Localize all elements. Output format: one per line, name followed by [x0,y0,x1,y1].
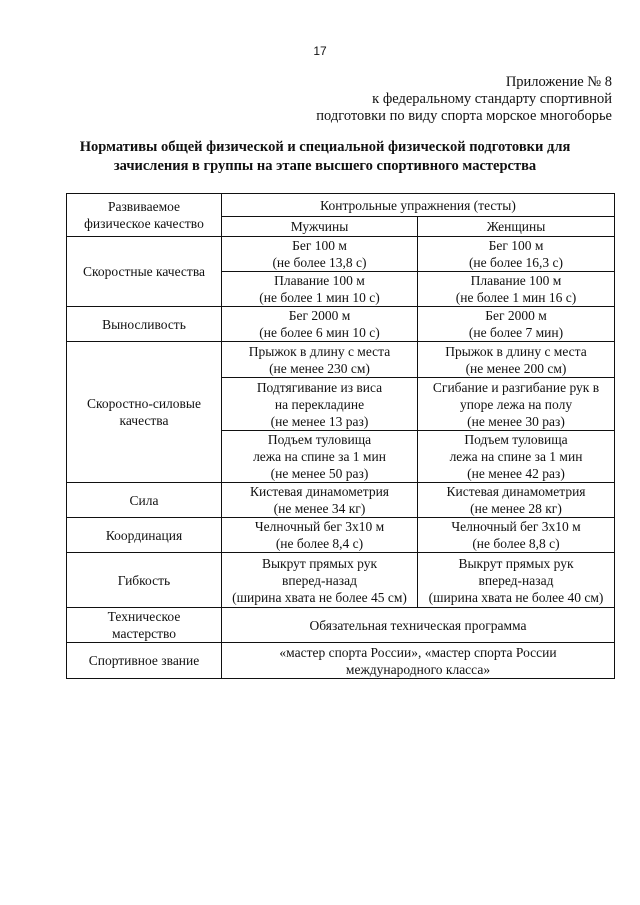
table-row [67,553,615,608]
cell-line: лежа на спине за 1 мин [449,449,583,464]
women-cell [418,342,615,378]
table-row [67,237,615,272]
cell-line: Бег 2000 м [485,308,547,323]
men-cell [222,431,418,483]
cell-line: Развиваемое [107,199,181,214]
cell-line: Техническое [107,609,181,624]
quality-cell [67,483,222,518]
table-row [67,608,615,643]
norms-table [66,193,615,679]
men-cell [222,553,418,608]
title-line: зачисления в группы на этапе высшего спортивного мастерства [113,158,537,174]
men-cell [222,518,418,553]
cell-line: Скоростные качества [82,264,206,279]
cell-line: (не менее 50 раз) [270,466,369,481]
cell-line: вперед-назад [282,572,357,588]
cell-line: Спортивное звание [88,653,200,668]
cell-line: Кистевая динамометрия [249,484,389,499]
cell-line: Плавание 100 м [274,273,365,288]
cell-line: Сила [129,492,159,508]
cell-line: Скоростно-силовые [87,396,201,411]
women-cell [418,483,615,518]
cell-line: (ширина хвата не более 40 см) [428,589,604,605]
women-cell [418,272,615,307]
cell-line: (не менее 28 кг) [470,501,562,516]
cell-line: (не более 13,8 с) [272,255,367,270]
women-cell [418,431,615,483]
cell-line: физическое качество [84,216,204,231]
cell-line: (ширина хвата не более 45 см) [232,589,407,605]
cell-line: (не более 16,3 с) [468,255,564,270]
document-title [40,138,610,176]
cell-line: «мастер спорта России», «мастер спорта России [279,644,557,660]
cell-line: (не более 6 мин 10 с) [259,325,380,340]
women-cell [418,518,615,553]
men-cell [222,237,418,272]
appendix-header [316,74,612,125]
cell-line: (не менее 13 раз) [270,413,369,429]
appendix-line: подготовки по виду спорта морское многоборье [316,108,612,124]
header-tests-cell: Контрольные упражнения (тесты) [222,194,615,217]
women-cell [418,237,615,272]
header-women-cell: Женщины [418,217,615,237]
cell-line: (не менее 200 см) [465,360,567,376]
table-row [67,342,615,378]
quality-cell [67,518,222,553]
cell-line: Выкрут прямых рук [458,555,574,571]
header-men-cell: Мужчины [222,217,418,237]
cell-line: Обязательная техническая программа [309,617,527,633]
page-number: 17 [313,44,327,58]
cell-line: Прыжок в длину с места [445,343,587,359]
cell-line: Бег 100 м [292,238,347,253]
title-line: Нормативы общей физической и специальной физической подготовки для [79,139,571,155]
quality-cell [67,643,222,679]
table-row [67,643,615,679]
cell-line: (не более 7 мин) [468,325,564,340]
cell-line: Плавание 100 м [470,273,562,288]
women-cell [418,553,615,608]
cell-line: Подъем туловища [267,432,372,447]
cell-line: Бег 100 м [488,238,544,253]
quality-cell [67,553,222,608]
quality-cell [67,307,222,342]
cell-line: (не менее 230 см) [269,360,370,376]
sport-rank-cell [222,643,615,679]
cell-line: Гибкость [117,572,171,588]
cell-line: лежа на спине за 1 мин [253,449,386,464]
cell-line: (не более 1 мин 16 с) [455,290,577,305]
table-header-row [67,194,615,217]
men-cell [222,483,418,518]
cell-line: Подъем туловища [464,432,568,447]
cell-line: Челночный бег 3х10 м [451,519,581,534]
cell-line: (не менее 42 раз) [467,466,565,481]
quality-cell [67,608,222,643]
cell-line: Прыжок в длину с места [248,343,391,359]
women-cell [418,307,615,342]
women-cell [418,378,615,431]
cell-line: (не менее 34 кг) [273,501,366,516]
header-quality-cell [67,194,222,237]
table-row [67,483,615,518]
technical-program-cell [222,608,615,643]
cell-line: вперед-назад [478,572,554,588]
men-cell [222,272,418,307]
quality-cell [67,237,222,307]
cell-line: (не менее 30 раз) [467,413,565,429]
appendix-line: Приложение № 8 [505,74,612,90]
men-cell [222,307,418,342]
cell-line: Кистевая динамометрия [446,484,586,499]
cell-line: (не более 8,4 с) [275,536,364,551]
cell-line: упоре лежа на полу [459,396,573,412]
cell-line: международного класса» [345,661,491,677]
table-row [67,307,615,342]
cell-line: Бег 2000 м [288,308,351,323]
cell-line: Выносливость [102,316,186,332]
cell-line: Координация [105,527,183,543]
quality-cell [67,342,222,483]
cell-line: (не более 8,8 с) [472,536,560,551]
appendix-line: к федеральному стандарту спортивной [372,91,612,107]
cell-line: качества [119,413,169,428]
cell-line: Подтягивание из виса [256,379,383,395]
cell-line: Челночный бег 3х10 м [254,519,385,534]
cell-line: мастерство [112,626,176,641]
cell-line: Выкрут прямых рук [261,555,378,571]
cell-line: (не более 1 мин 10 с) [259,290,380,305]
men-cell [222,342,418,378]
cell-line: Сгибание и разгибание рук в [432,379,600,395]
cell-line: на перекладине [274,396,365,412]
men-cell [222,378,418,431]
table-row [67,518,615,553]
